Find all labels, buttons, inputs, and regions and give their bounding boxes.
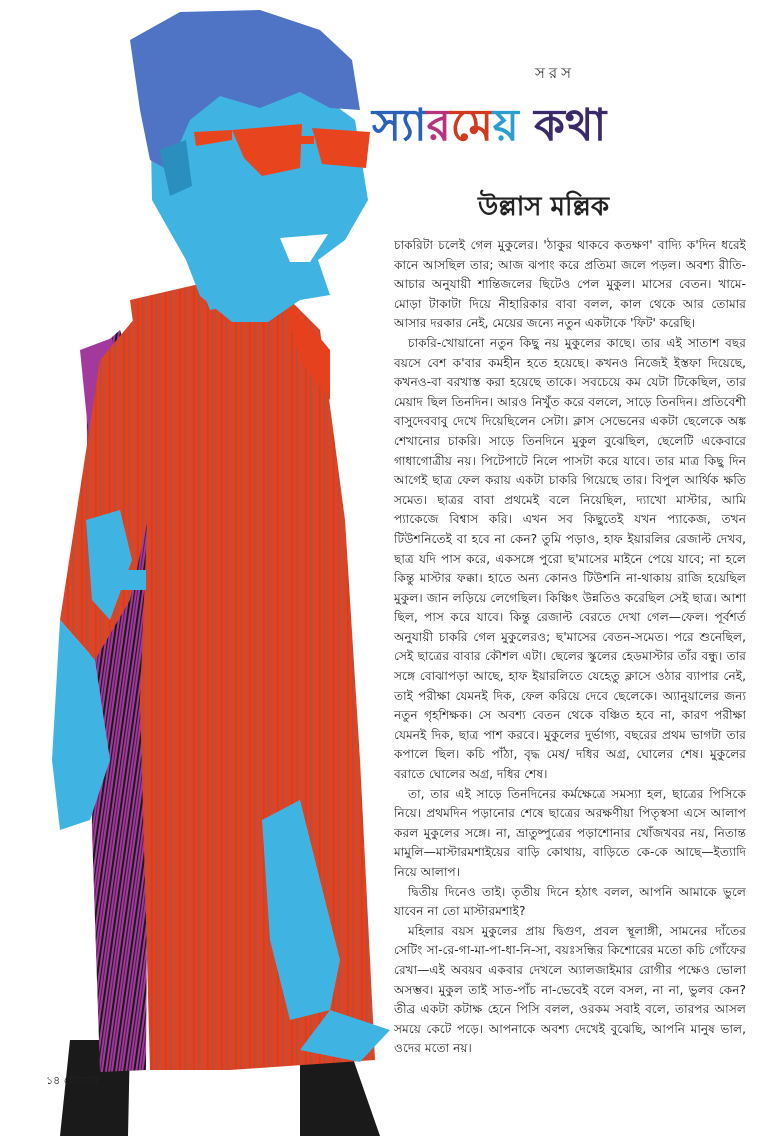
paragraph: দ্বিতীয় দিনেও তাই। তৃতীয় দিনে হঠাৎ বলল, আপনি আমাকে ভুলে যাবেন না তো মাস্টারমশাই? xyxy=(394,884,746,919)
title-part-4: য় xyxy=(492,100,519,151)
paragraph: চাকরি-খোয়ানো নতুন কিছু নয় মুকুলের কাছে। তার এই সাতাশ বছর বয়সে বেশ ক'বার কমহীন হতে হয়েছে। কখনও নিজেই ইস্তফা দিয়েছে, কখনও-বা বরখাস্ত করা হয়েছে তাকে। সবচেয়ে কম যেটা টিকেছিল, তার মেয়াদ ছিল তিনদিন। আরও নিখুঁত করে বললে, সাড়ে তিনদিন। প্রতিবেশী বাসুদেববাবু দেখে দিয়েছিলেন সেটা। ক্লাস সেভেনের একটা ছেলেকে অঙ্ক শেখানোর চাকরি। সাড়ে তিনদিনে মুকুল বুঝেছিল, ছেলেটি একেবারে গাধাগোত্রীয় নয়। পিটেপাটে নিলে পাসটা করে যাবে। তার মাত্র কিছু দিন আগেই ছাত্র ফেল করায় একটা চাকরি গিয়েছে তার। বিপুল আর্থিক ক্ষতি সমেত। ছাত্রর বাবা প্রথমেই বলে নিয়েছিল, দ্যাখো মাস্টার, আমি প্যাকেজে বিশ্বাস করি। এখন সব কিছুতেই যখন প্যাকেজ, তখন টিউশনিতেই বা হবে না কেন? তুমি পড়াও, হাফ ইয়ারলির রেজাল্ট দেখব, ছাত্র যদি পাস করে, একসঙ্গে পুরো ছ'মাসের মাইনে পেয়ে যাবে; না হলে কিন্তু মাস্টার ফক্কা। হাতে অন্য কোনও টিউশনি না-থাকায় রাজি হয়েছিল মুকুল। জান লড়িয়ে লেগেছিল। কিঞ্চিৎ উন্নতিও করেছিল সেই ছাত্র। আশা ছিল, পাস করে যাবে। কিন্তু রেজাল্ট বেরতে দেখা গেল—ফেল। পূর্বশর্ত অনুযায়ী চাকরি গেল মুকুলেরও; ছ'মাসের বেতন-সমেত। পরে শুনেছিল, সেই ছাত্রের বাবার কৌশল এটা। ছেলের স্কুলের হেডমাস্টার তাঁর বন্ধু। তার সঙ্গে বোঝাপড়া আছে, হাফ ইয়ারলিতে যেহেতু ক্লাসে ওঠার ব্যাপার নেই, তাই পরীক্ষা যেমনই দিক, ফেল করিয়ে দেবে ছেলেকে। অ্যানুয়ালের জন্য নতুন গৃহশিক্ষক। সে অবশ্য বেতন থেকে বঞ্চিত হবে না, কারণ পরীক্ষা যেমনই দিক, ছাত্র পাশ করবে। মুকুলের দুর্ভাগ্য, বছরের প্রথম ভাগটা তার কপালে ছিল। কচি পাঁঠা, বৃদ্ধ মেষ/ দধির অগ্র, ঘোলের শেষ। মুকুলের বরাতে ঘোলের অগ্র, দধির শেষ। xyxy=(394,335,746,782)
paragraph: মহিলার বয়স মুকুলের প্রায় দ্বিগুণ, প্রবল স্থূলাঙ্গী, সামনের দাঁতের সেটিং সা-রে-গা-মা-পা-ধা-নি-সা, বয়ঃসন্ধির কিশোরের মতো কচি গোঁফের রেখা—এই অবয়ব একবার দেখলে অ্যালজাইমার রোগীর পক্ষেও ভোলা অসম্ভব। মুকুল তাই সাত-পাঁচ না-ভেবেই বলে বসল, না না, ভুলব কেন? তীব্র একটা কটাক্ষ হেনে পিসি বলল, ওরকম সবাই বলে, তারপর আসল সময়ে কেটে পড়ে। আপনাকে অবশ্য দেখেই বুঝেছি, আপনি মানুষ ভাল, ওদের মতো নয়। xyxy=(394,923,746,1056)
title-part-2: র xyxy=(426,100,451,151)
paragraph: চাকরিটা চলেই গেল মুকুলের। 'ঠাকুর থাকবে কতক্ষণ' বাদ্যি ক'দিন ধরেই কানে আসছিল তার; আজ ঝপাং করে প্রতিমা জলে পড়ল। অবশ্য রীতি-আচার অনুযায়ী শান্তিজলের ছিটেও পেল মুকুল। মাসের বেতন। খামে-মোড়া টাকাটা দিয়ে নীহারিকার বাবা বলল, কাল থেকে আর তোমার আসার দরকার নেই, মেয়ের জন্যে নতুন একটাকে 'ফিট' করেছি। xyxy=(394,238,746,331)
section-label: সরস xyxy=(535,64,576,82)
title-part-3: মে xyxy=(450,100,493,151)
title-part-5: কথা xyxy=(518,100,607,151)
page-folio: ১৪ রোববার xyxy=(46,1074,99,1087)
article-title xyxy=(372,92,606,165)
author-byline: উল্লাস মল্লিক xyxy=(478,192,610,222)
paragraph: তা, তার এই সাড়ে তিনদিনের কর্মক্ষেত্রে সমস্যা হল, ছাত্রের পিসিকে নিয়ে। প্রথমদিন পড়ানোর শেষে ছাত্রের অরক্ষণীয়া পিতৃস্বসা এসে আলাপ করল মুকুলের সঙ্গে। না, ভ্রাতুষ্পুত্রের পড়াশোনার খোঁজখবর নয়, নিতান্ত মামুলি—মাস্টারমশাইয়ের বাড়ি কোথায়, বাড়িতে কে-কে আছে—ইত্যাদি নিয়ে আলাপ। xyxy=(394,786,746,879)
figure-head xyxy=(130,10,370,322)
title-part-1: স্যা xyxy=(372,100,427,151)
article-body xyxy=(394,236,746,1086)
